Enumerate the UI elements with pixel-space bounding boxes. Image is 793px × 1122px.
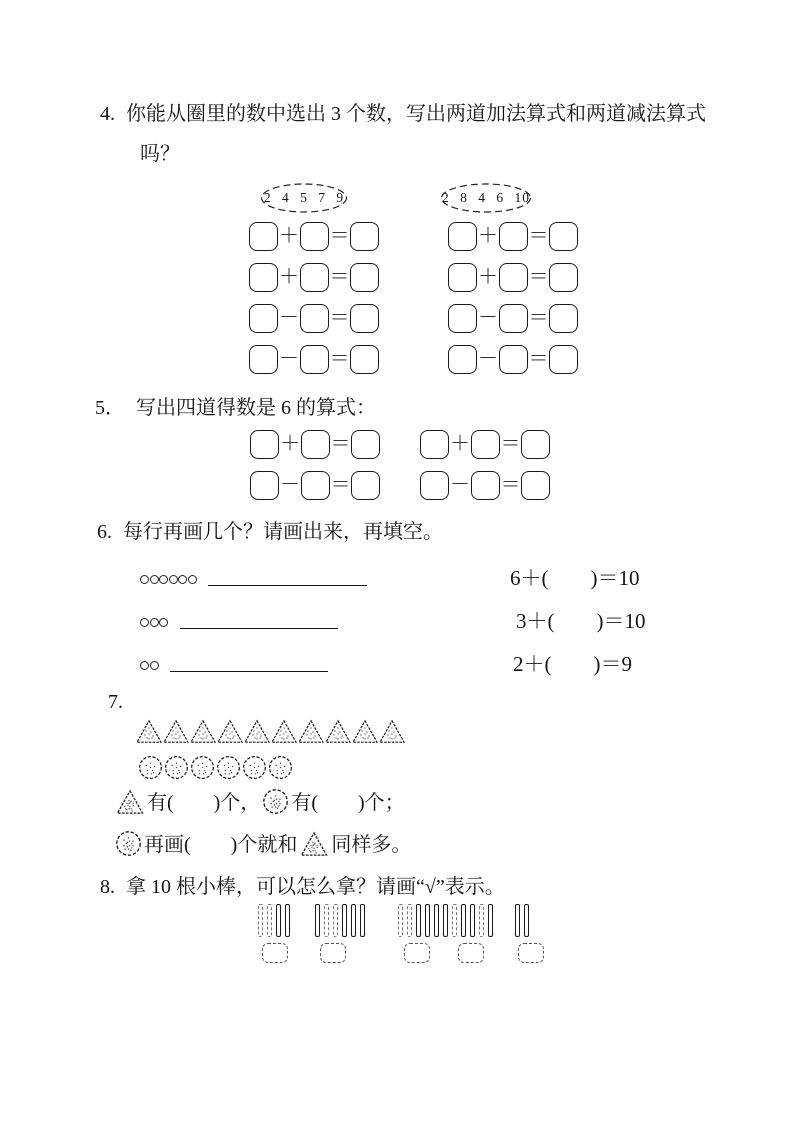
stick bbox=[434, 904, 439, 937]
equation-row bbox=[249, 344, 379, 374]
stick bbox=[267, 904, 272, 937]
q7-line1 bbox=[113, 788, 405, 815]
circle-shape bbox=[138, 755, 163, 780]
equation-row bbox=[448, 262, 578, 292]
q6-row1-blank[interactable] bbox=[208, 585, 367, 586]
stick-bundle bbox=[315, 904, 365, 937]
operator-sign: ＋ bbox=[478, 265, 498, 288]
stick bbox=[416, 904, 421, 937]
circle-icon bbox=[115, 830, 142, 857]
q6-header bbox=[97, 520, 443, 544]
circle-shape bbox=[169, 575, 178, 584]
triangle-icon bbox=[115, 789, 145, 815]
stick bbox=[425, 904, 430, 937]
answer-checkbox[interactable] bbox=[320, 943, 346, 963]
equation-row bbox=[250, 429, 380, 459]
stick-bundle bbox=[258, 904, 290, 937]
triangle-shape bbox=[298, 718, 324, 745]
stick bbox=[407, 904, 412, 937]
circle-shape bbox=[140, 575, 149, 584]
equals-sign: ＝ bbox=[330, 432, 351, 455]
oval-numbers: 2 8 4 6 10 bbox=[442, 190, 530, 205]
answer-checkbox[interactable] bbox=[458, 943, 484, 963]
stick bbox=[285, 904, 290, 937]
answer-box[interactable] bbox=[249, 222, 278, 251]
triangle-shape bbox=[244, 718, 270, 745]
q4-text-line2: 吗？ bbox=[140, 143, 180, 165]
q7-line1-text2: 有( )个； bbox=[291, 792, 405, 814]
answer-box[interactable] bbox=[448, 222, 477, 251]
circle-shape bbox=[150, 618, 159, 627]
triangle-shape bbox=[163, 718, 189, 745]
answer-box[interactable] bbox=[471, 430, 500, 459]
q5-equations-left bbox=[250, 429, 380, 511]
circle-shape bbox=[190, 755, 215, 780]
number-oval-left bbox=[260, 182, 348, 214]
stick bbox=[351, 904, 356, 937]
circle-shape bbox=[242, 755, 267, 780]
stick bbox=[276, 904, 281, 937]
q8-stick-groups bbox=[0, 904, 793, 942]
q7-line1-text1: 有( )个， bbox=[147, 792, 261, 814]
equation-row bbox=[448, 303, 578, 333]
answer-box[interactable] bbox=[420, 430, 449, 459]
answer-checkbox[interactable] bbox=[262, 943, 288, 963]
equation-row bbox=[250, 470, 380, 500]
equation-row bbox=[249, 221, 379, 251]
circle-shape bbox=[140, 618, 149, 627]
equation-row bbox=[448, 221, 578, 251]
circle-shape bbox=[164, 755, 189, 780]
q7-triangle-row bbox=[136, 718, 406, 745]
answer-box[interactable] bbox=[549, 345, 578, 374]
q6-row3-equation: 2＋( )＝9 bbox=[513, 652, 632, 676]
q7-line2-text2: 同样多。 bbox=[331, 834, 412, 856]
stick bbox=[479, 904, 484, 937]
equals-sign: ＝ bbox=[528, 224, 549, 247]
equation-row bbox=[448, 344, 578, 374]
operator-sign: － bbox=[280, 473, 300, 496]
q4-header bbox=[100, 102, 706, 126]
equals-sign: ＝ bbox=[500, 473, 521, 496]
q4-equations-right bbox=[448, 221, 578, 385]
circle-icon bbox=[262, 788, 289, 815]
answer-box[interactable] bbox=[499, 222, 528, 251]
answer-box[interactable] bbox=[448, 304, 477, 333]
q4-text-line1: 你能从圈里的数中选出 3 个数，写出两道加法算式和两道减法算式 bbox=[126, 103, 706, 125]
equals-sign: ＝ bbox=[528, 347, 549, 370]
q6-row2-circles bbox=[140, 614, 169, 632]
circle-shape bbox=[159, 618, 168, 627]
q6-row2-blank[interactable] bbox=[180, 628, 338, 629]
q8-number: 8. bbox=[100, 876, 115, 898]
triangle-shape bbox=[136, 718, 162, 745]
q5-equations-right bbox=[420, 429, 550, 511]
q6-text: 每行再画几个？请画出来，再填空。 bbox=[123, 521, 443, 543]
stick bbox=[315, 904, 320, 937]
answer-box[interactable] bbox=[300, 222, 329, 251]
equals-sign: ＝ bbox=[329, 265, 350, 288]
operator-sign: ＋ bbox=[279, 224, 299, 247]
circle-shape bbox=[188, 575, 197, 584]
equals-sign: ＝ bbox=[330, 473, 351, 496]
triangle-shape bbox=[352, 718, 378, 745]
circle-shape bbox=[178, 575, 187, 584]
equals-sign: ＝ bbox=[528, 306, 549, 329]
answer-box[interactable] bbox=[350, 222, 379, 251]
triangle-shape bbox=[190, 718, 216, 745]
operator-sign: ＋ bbox=[450, 432, 470, 455]
answer-box[interactable] bbox=[350, 304, 379, 333]
stick bbox=[470, 904, 475, 937]
stick bbox=[452, 904, 457, 937]
answer-box[interactable] bbox=[300, 345, 329, 374]
operator-sign: － bbox=[478, 306, 498, 329]
answer-box[interactable] bbox=[300, 263, 329, 292]
answer-box[interactable] bbox=[350, 263, 379, 292]
triangle-shape bbox=[217, 718, 243, 745]
answer-box[interactable] bbox=[351, 430, 380, 459]
operator-sign: － bbox=[478, 347, 498, 370]
stick bbox=[488, 904, 493, 937]
answer-box[interactable] bbox=[249, 263, 278, 292]
q6-row3-blank[interactable] bbox=[170, 671, 328, 672]
equals-sign: ＝ bbox=[329, 347, 350, 370]
q6-row2-equation: 3＋( )＝10 bbox=[516, 609, 646, 633]
equation-row bbox=[249, 262, 379, 292]
answer-box[interactable] bbox=[471, 471, 500, 500]
equals-sign: ＝ bbox=[528, 265, 549, 288]
answer-box[interactable] bbox=[499, 304, 528, 333]
answer-box[interactable] bbox=[521, 471, 550, 500]
stick bbox=[524, 904, 529, 937]
answer-box[interactable] bbox=[549, 222, 578, 251]
equation-row bbox=[420, 470, 550, 500]
oval-numbers: 2 4 5 7 9 bbox=[263, 190, 345, 205]
q6-number: 6. bbox=[97, 521, 112, 543]
stick bbox=[360, 904, 365, 937]
answer-box[interactable] bbox=[499, 263, 528, 292]
q5-text: 写出四道得数是 6 的算式： bbox=[136, 397, 376, 419]
stick bbox=[398, 904, 403, 937]
q5-header bbox=[95, 396, 376, 420]
stick-bundle bbox=[515, 904, 529, 937]
answer-box[interactable] bbox=[351, 471, 380, 500]
stick bbox=[324, 904, 329, 937]
answer-box[interactable] bbox=[301, 471, 330, 500]
q6-row1-circles bbox=[140, 571, 197, 589]
answer-box[interactable] bbox=[301, 430, 330, 459]
stick bbox=[258, 904, 263, 937]
answer-box[interactable] bbox=[499, 345, 528, 374]
triangle-shape bbox=[379, 718, 405, 745]
answer-box[interactable] bbox=[420, 471, 449, 500]
operator-sign: ＋ bbox=[478, 224, 498, 247]
circle-shape bbox=[268, 755, 293, 780]
equation-row bbox=[420, 429, 550, 459]
q7-number: 7. bbox=[108, 691, 123, 713]
equation-row bbox=[249, 303, 379, 333]
q6-row1-equation: 6＋( )＝10 bbox=[510, 566, 640, 590]
q8-check-boxes bbox=[0, 943, 793, 967]
circle-shape bbox=[159, 575, 168, 584]
q4-number: 4. bbox=[100, 103, 115, 125]
answer-box[interactable] bbox=[521, 430, 550, 459]
equals-sign: ＝ bbox=[329, 306, 350, 329]
answer-box[interactable] bbox=[549, 263, 578, 292]
q4-equations-left bbox=[249, 221, 379, 385]
stick bbox=[515, 904, 520, 937]
answer-box[interactable] bbox=[249, 345, 278, 374]
equals-sign: ＝ bbox=[329, 224, 350, 247]
circle-shape bbox=[150, 575, 159, 584]
operator-sign: ＋ bbox=[280, 432, 300, 455]
stick-bundle bbox=[443, 904, 493, 937]
triangle-icon bbox=[299, 831, 329, 857]
q8-text: 拿 10 根小棒，可以怎么拿？请画“√”表示。 bbox=[126, 876, 505, 898]
operator-sign: ＋ bbox=[279, 265, 299, 288]
q7-circle-row bbox=[138, 755, 294, 780]
circle-shape bbox=[150, 661, 159, 670]
answer-checkbox[interactable] bbox=[404, 943, 430, 963]
circle-shape bbox=[140, 661, 149, 670]
answer-box[interactable] bbox=[448, 263, 477, 292]
stick-bundle bbox=[398, 904, 439, 937]
equals-sign: ＝ bbox=[500, 432, 521, 455]
q7-line2-text1: 再画( )个就和 bbox=[144, 834, 298, 856]
answer-box[interactable] bbox=[448, 345, 477, 374]
answer-box[interactable] bbox=[250, 430, 279, 459]
circle-shape bbox=[216, 755, 241, 780]
operator-sign: － bbox=[450, 473, 470, 496]
answer-checkbox[interactable] bbox=[518, 943, 544, 963]
operator-sign: － bbox=[279, 347, 299, 370]
q7-line2 bbox=[113, 830, 411, 857]
q5-number: 5． bbox=[95, 397, 125, 419]
stick bbox=[461, 904, 466, 937]
answer-box[interactable] bbox=[249, 304, 278, 333]
triangle-shape bbox=[271, 718, 297, 745]
operator-sign: － bbox=[279, 306, 299, 329]
answer-box[interactable] bbox=[250, 471, 279, 500]
answer-box[interactable] bbox=[549, 304, 578, 333]
q8-header bbox=[100, 875, 505, 899]
stick bbox=[443, 904, 448, 937]
number-oval-right bbox=[440, 182, 532, 214]
answer-box[interactable] bbox=[300, 304, 329, 333]
stick bbox=[333, 904, 338, 937]
triangle-shape bbox=[325, 718, 351, 745]
q6-row3-circles bbox=[140, 657, 159, 675]
stick bbox=[342, 904, 347, 937]
answer-box[interactable] bbox=[350, 345, 379, 374]
